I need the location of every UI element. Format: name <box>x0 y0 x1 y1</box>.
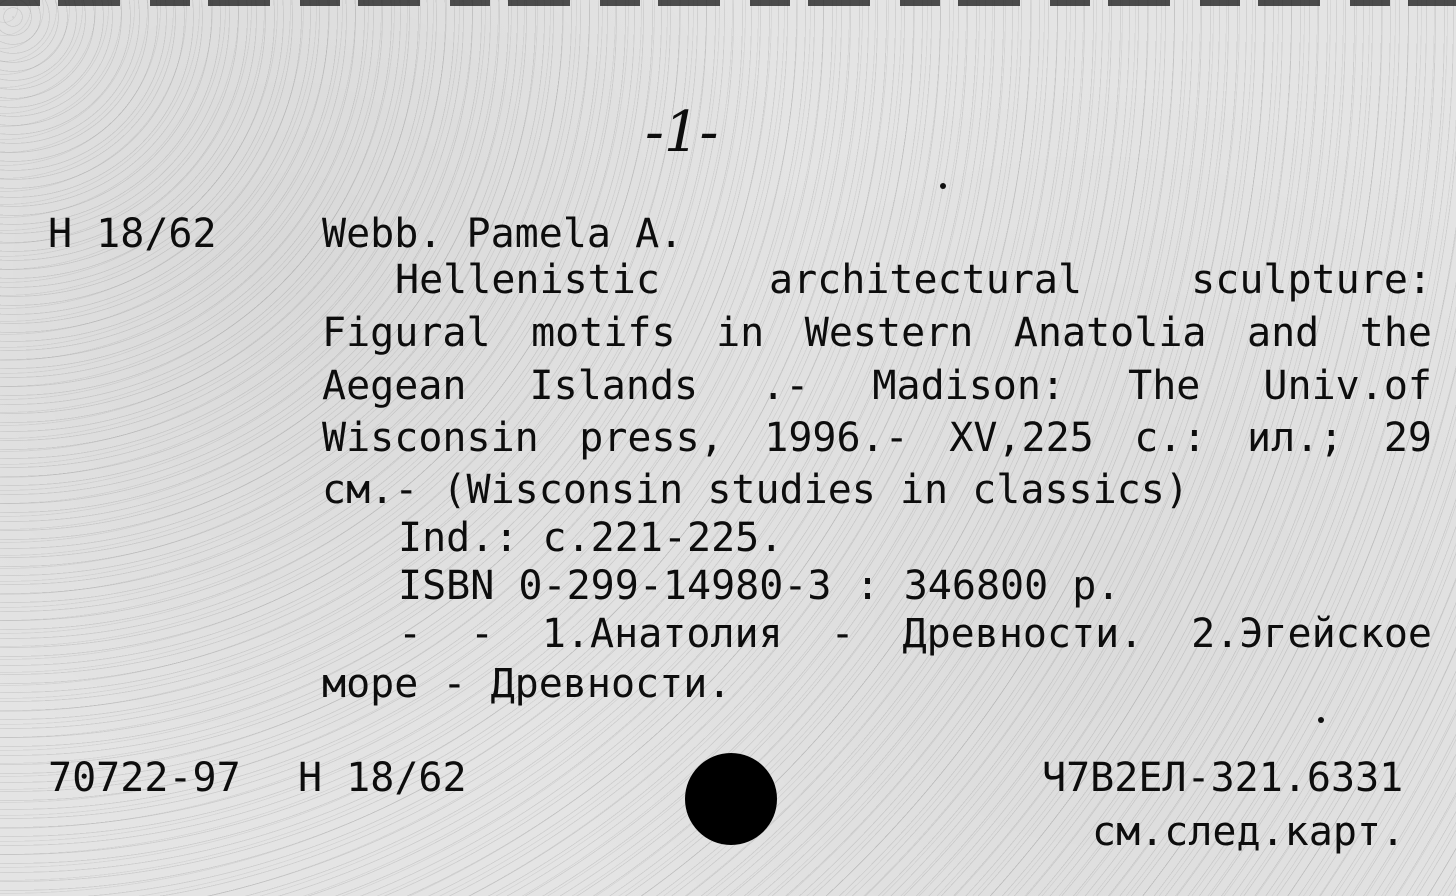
subjects-line: - - 1.Анатолия - Древности. 2.Эгейское <box>398 611 1432 657</box>
accession-number: 70722-97 <box>48 755 241 801</box>
subjects-line: море - Древности. <box>322 661 732 707</box>
title-line: Figural motifs in Western Anatolia and the <box>322 310 1432 356</box>
classification-code: Ч7В2ЕЛ-321.6331 <box>1042 755 1404 801</box>
isbn-line: ISBN 0-299-14980-3 : 346800 р. <box>398 563 1121 609</box>
shelf-mark: Н 18/62 <box>48 211 217 257</box>
author-heading: Webb. Pamela A. <box>322 211 684 257</box>
ink-speck <box>1318 717 1324 723</box>
title-line: Wisconsin press, 1996.- XV,225 c.: ил.; 29 <box>322 415 1432 461</box>
continuation-note: см.след.карт. <box>1092 809 1406 855</box>
shelf-mark-bottom: Н 18/62 <box>298 755 467 801</box>
card-punch-hole <box>685 753 777 845</box>
title-line: Aegean Islands .- Madison: The Univ.of <box>322 363 1432 409</box>
ink-speck <box>940 183 946 189</box>
title-line: Hellenistic architectural sculpture: <box>395 257 1432 303</box>
page-mark: -1- <box>645 100 719 165</box>
series-line: см.- (Wisconsin studies in classics) <box>322 467 1189 513</box>
index-note: Ind.: c.221-225. <box>398 515 784 561</box>
card-top-edge <box>0 0 1456 6</box>
